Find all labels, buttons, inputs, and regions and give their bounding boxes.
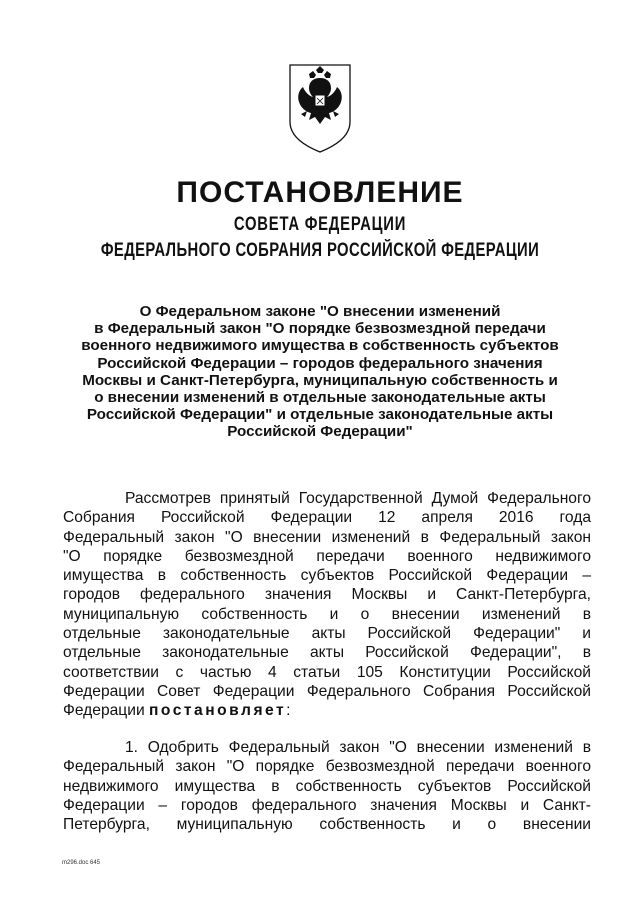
- subject-line: в Федеральный закон "О порядке безвозмездной передачи: [94, 320, 546, 338]
- paragraph-line: соответствии с частью 4 статьи 105 Конституции Российской: [63, 663, 591, 681]
- resolution-prefix: Федерации: [63, 702, 149, 720]
- document-title: ПОСТАНОВЛЕНИЕ: [176, 176, 464, 209]
- file-reference: m296.doc 645: [62, 860, 101, 866]
- document-issuer-line-2: ФЕДЕРАЛЬНОГО СОБРАНИЯ РОССИЙСКОЙ ФЕДЕРАЦИИ: [100, 240, 540, 261]
- paragraph-line: Федеральный закон "О порядке безвозмездной передачи военного: [63, 758, 591, 776]
- subject-line: Российской Федерации – городов федерального значения: [97, 354, 543, 372]
- paragraph-line: Собрания Российской Федерации 12 апреля 2016 года: [63, 509, 591, 527]
- paragraph-line: городов федерального значения Москвы и Санкт-Петербурга,: [63, 586, 591, 604]
- paragraph-line-resolution: [63, 701, 591, 720]
- subject-line: О Федеральном законе "О внесении изменений: [139, 303, 501, 320]
- resolution-verb: постановляет: [149, 702, 287, 720]
- subject-line: о внесении изменений в отдельные законодательные акты: [94, 389, 546, 407]
- paragraph-line: Федерации Совет Федерации Федерального Собрания Российской: [63, 682, 591, 700]
- coat-of-arms-icon: [287, 62, 353, 154]
- paragraph-line: отдельные законодательные акты Российской Федерации", в: [63, 644, 591, 662]
- document-issuer-line-1: СОВЕТА ФЕДЕРАЦИИ: [233, 214, 407, 235]
- subject-line: Москвы и Санкт-Петербурга, муниципальную собственность и: [82, 371, 558, 389]
- paragraph-line: имущества в собственность субъектов Российской Федерации –: [63, 567, 591, 585]
- paragraph-line: отдельные законодательные акты Российской Федерации" и: [63, 625, 591, 643]
- paragraph-line: 1. Одобрить Федеральный закон "О внесении изменений в: [125, 739, 591, 756]
- paragraph-line: муниципальную собственность и о внесении изменений в: [63, 605, 591, 623]
- subject-line: Российской Федерации": [227, 423, 413, 441]
- paragraph-line: Рассмотрев принятый Государственной Думой Федерального: [125, 490, 591, 507]
- paragraph-line: Федеральный закон "О внесении изменений в Федеральный закон: [63, 528, 591, 546]
- document-subject: [70, 303, 570, 441]
- resolution-suffix: :: [286, 702, 291, 720]
- paragraph-line: Федерации – городов федерального значения Москвы и Санкт-: [63, 796, 591, 814]
- preamble-paragraph: [63, 489, 591, 721]
- paragraph-line: недвижимого имущества в собственность субъектов Российской: [63, 777, 591, 795]
- paragraph-line: Петербурга, муниципальную собственность и о внесении: [63, 816, 591, 834]
- paragraph-line: "О порядке безвозмездной передачи военного недвижимого: [63, 547, 591, 565]
- clause-1-paragraph: [63, 738, 591, 834]
- subject-line: военного недвижимого имущества в собственность субъектов: [81, 337, 559, 355]
- subject-line: Российской Федерации" и отдельные законодательные акты: [86, 406, 554, 424]
